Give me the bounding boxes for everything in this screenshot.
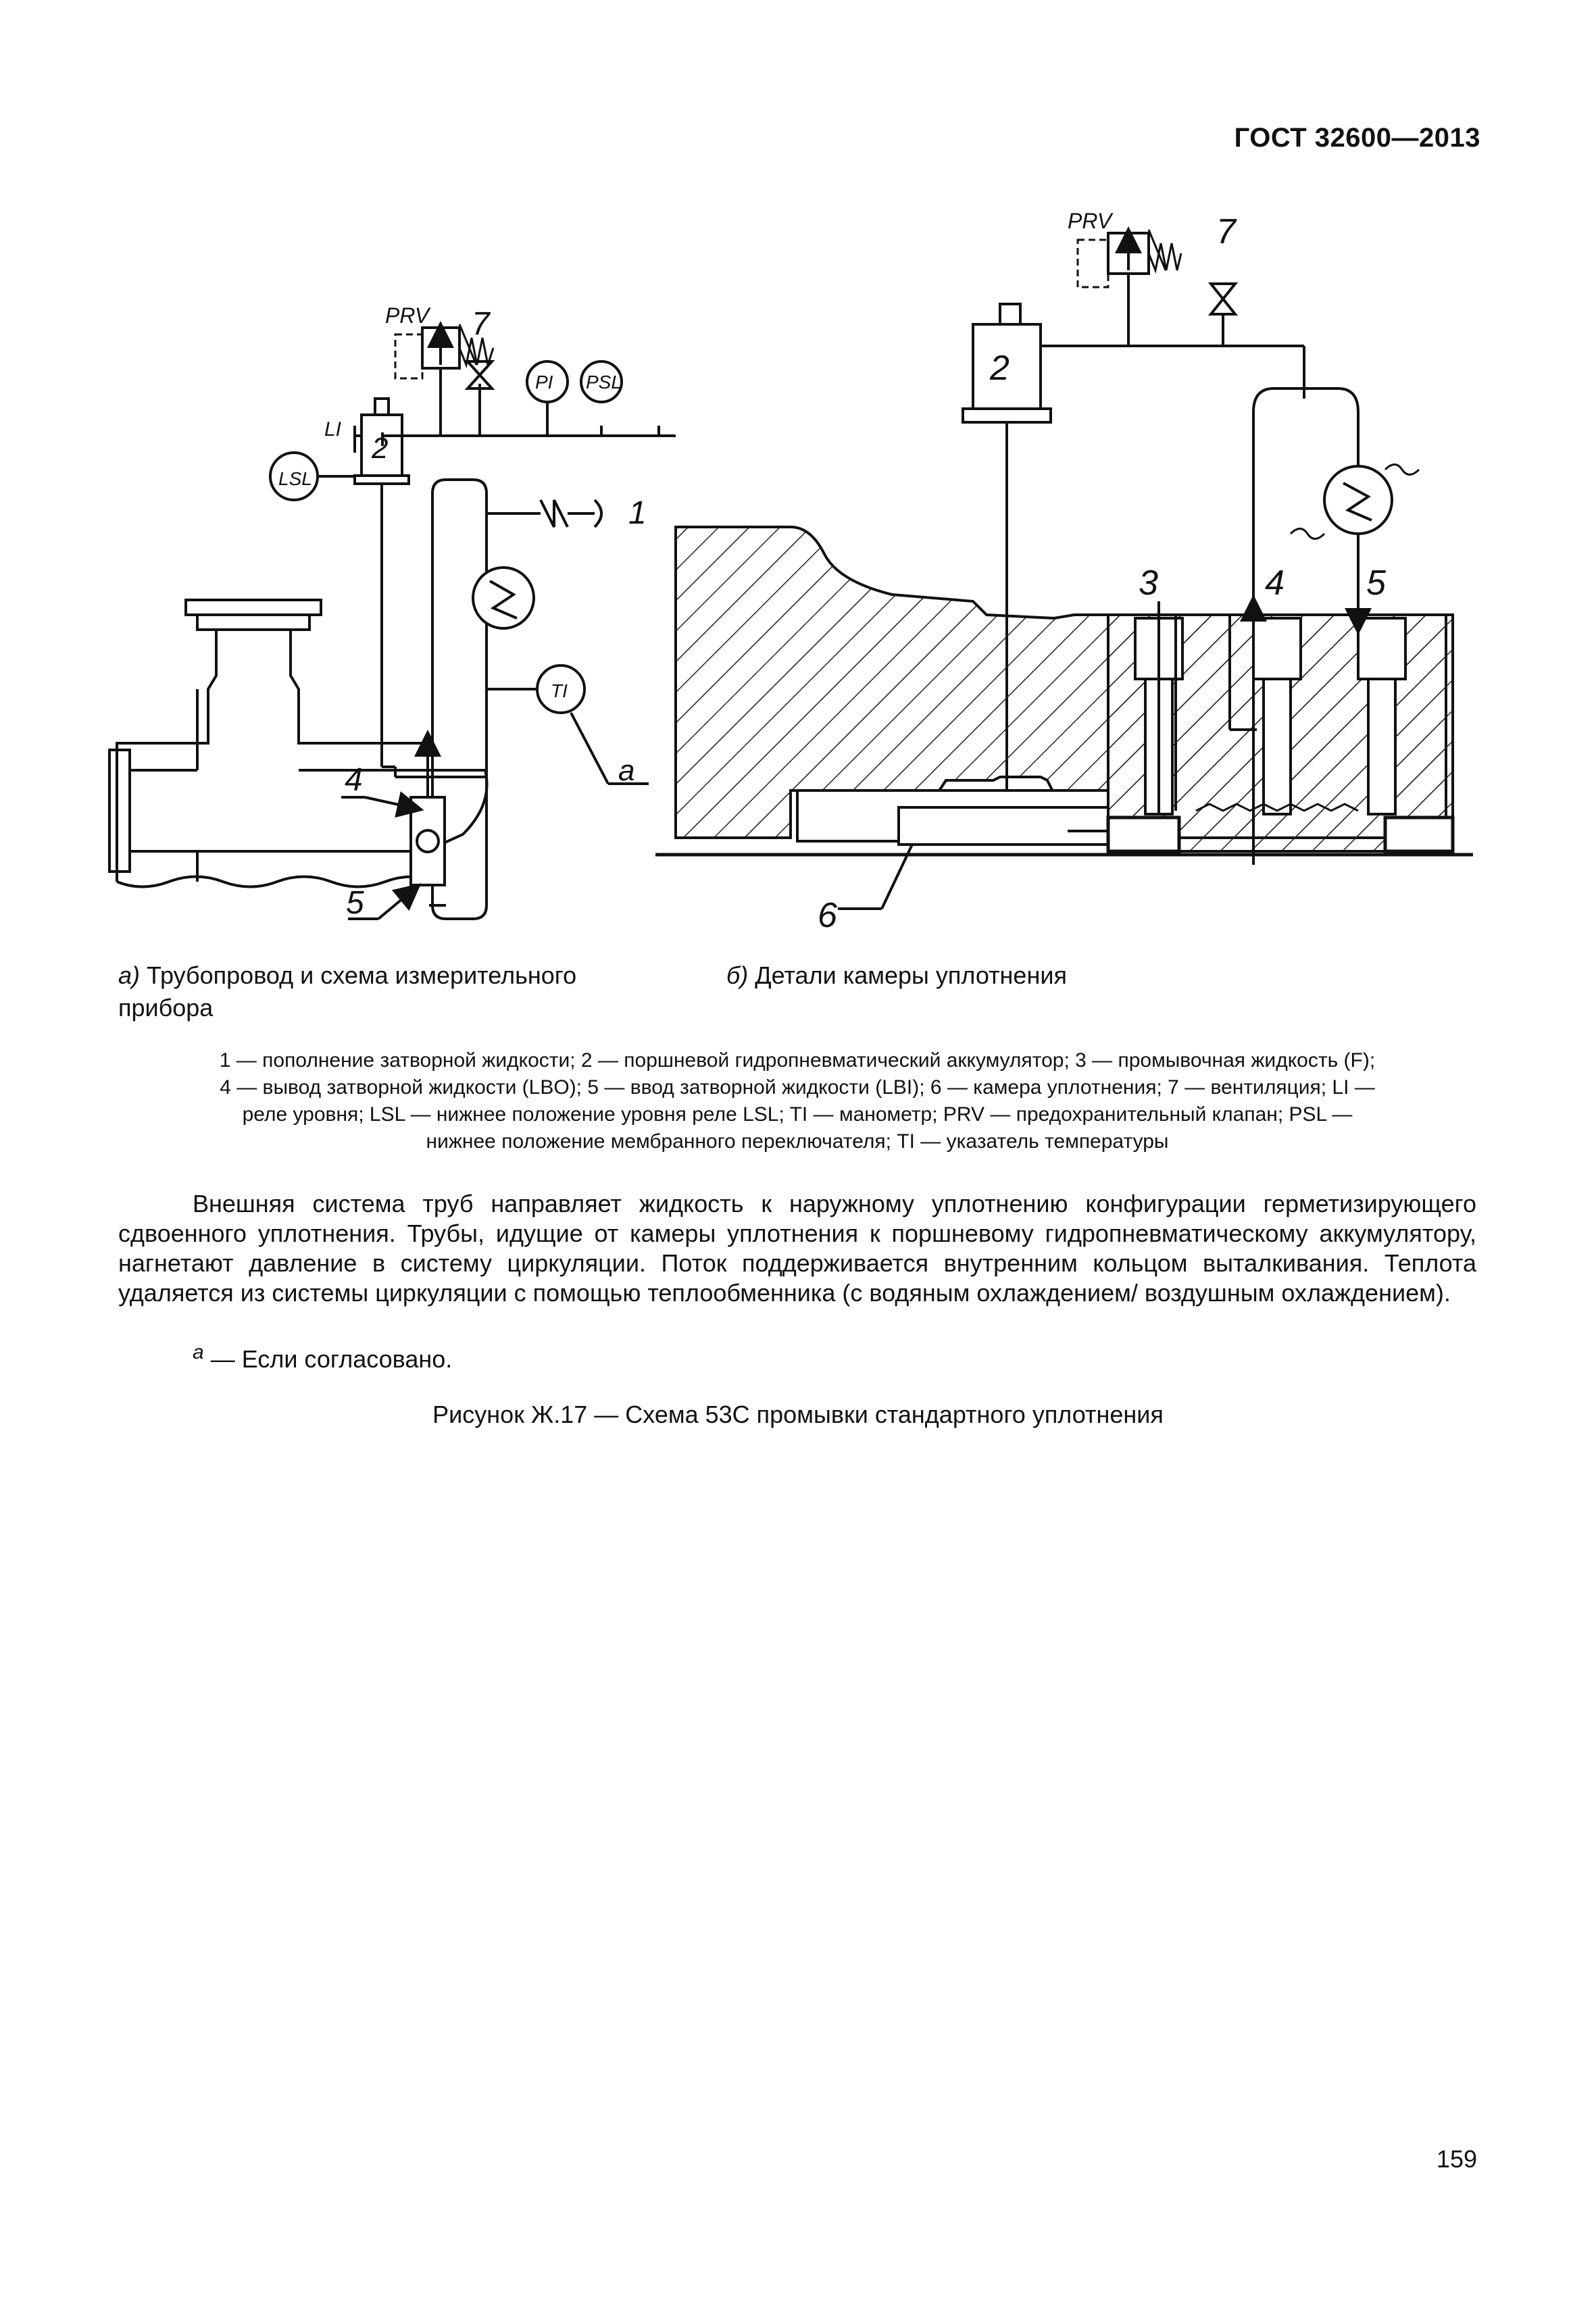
legend-line-4: нижнее положение мембранного переключателя; TI — указатель температуры xyxy=(426,1130,1169,1153)
label-1: 1 xyxy=(628,495,647,531)
figure-legend xyxy=(118,1047,1476,1155)
vent-valve-b xyxy=(1211,284,1235,314)
legend-line-2: 4 — вывод затворной жидкости (LBO); 5 — ввод затворной жидкости (LBI); 6 — камера уплотнения; 7 — вентиляция; LI — xyxy=(220,1076,1375,1099)
figure-caption: Рисунок Ж.17 — Схема 53С промывки стандартного уплотнения xyxy=(432,1401,1164,1428)
label-5-b: 5 xyxy=(1366,563,1386,603)
label-2-a: 2 xyxy=(372,432,389,465)
legend-line-1: 1 — пополнение затворной жидкости; 2 — поршневой гидропневматический аккумулятор; 3 — промывочная жидкость (F); xyxy=(219,1049,1376,1072)
label-ti: TI xyxy=(551,680,568,701)
seal-chamber-section xyxy=(655,527,1473,855)
label-7-a: 7 xyxy=(472,306,490,342)
legend-line-3: реле уровня; LSL — нижнее положение уровня реле LSL; TI — манометр; PRV — предохранительный клапан; PSL — xyxy=(242,1103,1353,1126)
label-lsl: LSL xyxy=(278,468,312,489)
label-5-a: 5 xyxy=(346,885,364,921)
heat-exchanger-a xyxy=(473,568,534,628)
document-header: ГОСТ 32600—2013 xyxy=(1234,123,1480,153)
subcaption-a xyxy=(118,959,659,1024)
label-pi: PI xyxy=(535,372,553,393)
body-paragraph-text: Внешняя система труб направляет жидкость к наружному уплотнению конфигурации герметизирующего сдвоенного уплотнения. Трубы, идущие от камеры уплотнения к поршневому гидропневматическому аккумулятору, нагнетают давление в систему циркуляции. Поток поддерживается внутренним кольцом выталкивания. Теплота удаляется из системы циркуляции с помощью теплообменника (с водяным охлаждением/ воздушным охлаждением). xyxy=(118,1190,1476,1307)
subcaption-a-marker: а) xyxy=(118,961,141,989)
footnote xyxy=(193,1341,452,1374)
page-number: 159 xyxy=(1436,2145,1477,2173)
body-paragraph xyxy=(118,1189,1476,1308)
label-li: LI xyxy=(324,418,342,441)
label-7-b: 7 xyxy=(1216,212,1236,251)
label-3-b: 3 xyxy=(1139,563,1158,603)
footnote-marker: а xyxy=(193,1341,204,1363)
item-5-block xyxy=(411,743,446,905)
diagram-b xyxy=(655,209,1473,935)
vent-valve-a xyxy=(468,361,492,436)
subcaption-b xyxy=(726,959,1335,992)
subcaption-a-text2: прибора xyxy=(118,994,214,1022)
label-6-b: 6 xyxy=(818,896,837,935)
subcaption-a-text: Трубопровод и схема измерительного xyxy=(147,961,577,989)
subcaption-b-marker: б) xyxy=(726,961,749,989)
label-prv-b: PRV xyxy=(1068,209,1112,233)
label-4-b: 4 xyxy=(1265,563,1285,603)
diagram-a xyxy=(109,303,676,921)
heat-exchanger-b xyxy=(1291,465,1419,539)
label-prv-a: PRV xyxy=(385,303,430,328)
footnote-text: — Если согласовано. xyxy=(210,1345,453,1373)
subcaption-b-text: Детали камеры уплотнения xyxy=(755,961,1067,989)
label-2-b: 2 xyxy=(990,349,1009,388)
label-a: a xyxy=(618,754,635,787)
label-4-a: 4 xyxy=(345,762,363,798)
figure-drawing xyxy=(95,203,1487,1047)
label-psl: PSL xyxy=(586,372,622,393)
